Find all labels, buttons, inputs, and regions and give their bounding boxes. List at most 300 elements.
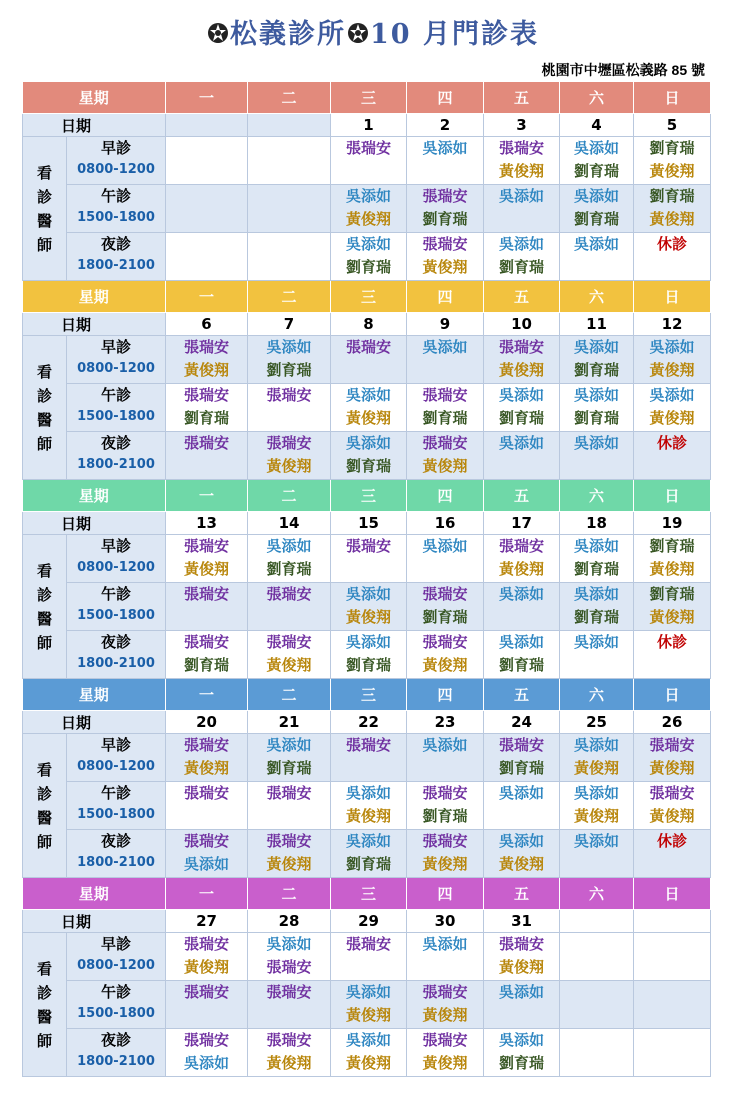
schedule-cell xyxy=(166,185,248,233)
weekday-label: 日 xyxy=(634,480,711,512)
doctor-name: 黃俊翔 xyxy=(422,258,468,276)
date-cell xyxy=(248,114,331,137)
doctor-name: 張瑞安 xyxy=(266,386,312,404)
doctor-name: 吳添如 xyxy=(574,386,620,404)
slot-row xyxy=(23,1029,711,1077)
date-cell: 11 xyxy=(560,313,634,336)
doctor-name: 張瑞安 xyxy=(422,832,468,850)
doctor-name: 劉育瑞 xyxy=(574,409,620,427)
slot-name: 午診 xyxy=(101,386,132,404)
weekday-label: 六 xyxy=(560,679,634,711)
doctor-name: 吳添如 xyxy=(574,585,620,603)
slot-time: 1500-1800 xyxy=(77,608,155,623)
date-row xyxy=(23,114,711,137)
date-cell: 16 xyxy=(407,512,484,535)
slot-time: 1500-1800 xyxy=(77,210,155,225)
schedule-cell xyxy=(248,535,331,583)
doctor-name: 張瑞安 xyxy=(422,1031,468,1049)
clinic-schedule-table xyxy=(22,81,711,1077)
date-label: 日期 xyxy=(23,711,166,734)
side-char: 醫 xyxy=(36,1007,52,1026)
weekday-label: 二 xyxy=(248,679,331,711)
schedule-cell xyxy=(560,583,634,631)
weekday-label: 六 xyxy=(560,480,634,512)
schedule-cell xyxy=(484,734,560,782)
doctor-name: 張瑞安 xyxy=(184,537,230,555)
side-char: 診 xyxy=(36,187,52,206)
schedule-cell xyxy=(248,185,331,233)
doctor-name: 劉育瑞 xyxy=(649,187,695,205)
schedule-cell xyxy=(560,1029,634,1077)
schedule-cell xyxy=(407,336,484,384)
slot-time: 1800-2100 xyxy=(77,1054,155,1069)
doctor-name: 吳添如 xyxy=(422,935,468,953)
doctor-name: 張瑞安 xyxy=(422,784,468,802)
schedule-cell xyxy=(166,233,248,281)
schedule-cell xyxy=(248,734,331,782)
doctor-name: 黃俊翔 xyxy=(649,162,695,180)
doctor-name: 黃俊翔 xyxy=(574,807,620,825)
weekday-label: 六 xyxy=(560,878,634,910)
doctor-name: 劉育瑞 xyxy=(574,162,620,180)
slot-label xyxy=(67,631,166,679)
doctor-name: 吳添如 xyxy=(499,633,545,651)
doctor-name: 黃俊翔 xyxy=(346,1054,392,1072)
schedule-cell xyxy=(248,137,331,185)
schedule-cell xyxy=(407,734,484,782)
doctor-name: 吳添如 xyxy=(184,855,230,873)
doctor-name: 張瑞安 xyxy=(184,935,230,953)
schedule-cell xyxy=(560,830,634,878)
doctor-name: 張瑞安 xyxy=(649,736,695,754)
weekday-label: 四 xyxy=(407,480,484,512)
doctor-name: 黃俊翔 xyxy=(649,210,695,228)
schedule-cell xyxy=(484,233,560,281)
weekday-label: 五 xyxy=(484,82,560,114)
week-header-row xyxy=(23,679,711,711)
doctor-name: 吳添如 xyxy=(499,235,545,253)
weekday-label: 二 xyxy=(248,878,331,910)
schedule-cell xyxy=(248,981,331,1029)
doctor-name: 黃俊翔 xyxy=(649,409,695,427)
weekday-label: 一 xyxy=(166,878,248,910)
slot-name: 夜診 xyxy=(101,434,132,452)
slot-label xyxy=(67,185,166,233)
slot-time: 1800-2100 xyxy=(77,656,155,671)
schedule-cell xyxy=(407,137,484,185)
doctor-name: 吳添如 xyxy=(422,338,468,356)
schedule-cell xyxy=(560,336,634,384)
doctor-name: 張瑞安 xyxy=(422,187,468,205)
side-char: 看 xyxy=(36,760,52,779)
doctor-name: 吳添如 xyxy=(422,537,468,555)
doctor-name: 黃俊翔 xyxy=(422,1054,468,1072)
schedule-cell xyxy=(248,782,331,830)
date-cell: 5 xyxy=(634,114,711,137)
doctor-name: 劉育瑞 xyxy=(266,560,312,578)
weekday-label: 一 xyxy=(166,281,248,313)
date-cell: 3 xyxy=(484,114,560,137)
weekday-label: 二 xyxy=(248,82,331,114)
schedule-cell xyxy=(634,830,711,878)
weekday-label: 二 xyxy=(248,480,331,512)
slot-name: 午診 xyxy=(101,585,132,603)
doctor-name: 張瑞安 xyxy=(266,983,312,1001)
date-cell: 20 xyxy=(166,711,248,734)
doctor-name: 吳添如 xyxy=(346,187,392,205)
schedule-cell xyxy=(484,137,560,185)
doctor-name: 劉育瑞 xyxy=(499,258,545,276)
doctor-name: 吳添如 xyxy=(574,784,620,802)
schedule-cell xyxy=(560,137,634,185)
schedule-cell xyxy=(166,432,248,480)
week-header-row xyxy=(23,82,711,114)
schedule-cell xyxy=(634,583,711,631)
doctor-name: 黃俊翔 xyxy=(499,560,545,578)
schedule-cell xyxy=(560,535,634,583)
schedule-cell xyxy=(484,185,560,233)
doctor-name: 張瑞安 xyxy=(266,633,312,651)
doctor-name: 吳添如 xyxy=(346,784,392,802)
weekday-label: 三 xyxy=(331,878,407,910)
doctor-name: 休診 xyxy=(657,434,688,452)
schedule-cell xyxy=(560,734,634,782)
schedule-cell xyxy=(560,631,634,679)
week-label: 星期 xyxy=(23,281,166,313)
slot-time: 1800-2100 xyxy=(77,258,155,273)
slot-label xyxy=(67,384,166,432)
date-cell: 28 xyxy=(248,910,331,933)
schedule-cell xyxy=(166,137,248,185)
doctor-name: 張瑞安 xyxy=(499,537,545,555)
schedule-cell xyxy=(634,535,711,583)
weekday-label: 四 xyxy=(407,878,484,910)
side-char: 師 xyxy=(36,235,52,254)
schedule-cell xyxy=(166,583,248,631)
schedule-cell xyxy=(166,535,248,583)
date-cell: 9 xyxy=(407,313,484,336)
weekday-label: 六 xyxy=(560,281,634,313)
doctor-name: 黃俊翔 xyxy=(649,759,695,777)
schedule-cell xyxy=(560,981,634,1029)
side-char: 醫 xyxy=(36,609,52,628)
clinic-emblem-icon xyxy=(346,21,370,45)
slot-time: 0800-1200 xyxy=(77,958,155,973)
doctor-name: 吳添如 xyxy=(499,1031,545,1049)
slot-name: 早診 xyxy=(101,736,132,754)
schedule-cell xyxy=(166,631,248,679)
schedule-cell xyxy=(248,631,331,679)
doctor-name: 張瑞安 xyxy=(184,832,230,850)
doctor-name: 張瑞安 xyxy=(422,585,468,603)
slot-name: 夜診 xyxy=(101,1031,132,1049)
schedule-cell xyxy=(484,933,560,981)
slot-row xyxy=(23,583,711,631)
page-title xyxy=(0,12,745,52)
slot-label xyxy=(67,933,166,981)
doctors-side-label xyxy=(23,734,67,878)
slot-time: 0800-1200 xyxy=(77,361,155,376)
doctor-name: 黃俊翔 xyxy=(574,759,620,777)
side-char: 師 xyxy=(36,832,52,851)
doctor-name: 劉育瑞 xyxy=(422,807,468,825)
doctor-name: 劉育瑞 xyxy=(266,361,312,379)
date-cell: 13 xyxy=(166,512,248,535)
slot-name: 早診 xyxy=(101,338,132,356)
doctor-name: 張瑞安 xyxy=(499,935,545,953)
schedule-cell xyxy=(331,933,407,981)
doctor-name: 劉育瑞 xyxy=(184,409,230,427)
doctor-name: 黃俊翔 xyxy=(649,361,695,379)
date-cell: 24 xyxy=(484,711,560,734)
slot-row xyxy=(23,384,711,432)
schedule-cell xyxy=(484,384,560,432)
schedule-cell xyxy=(634,782,711,830)
date-row xyxy=(23,313,711,336)
doctor-name: 吳添如 xyxy=(499,187,545,205)
date-label: 日期 xyxy=(23,910,166,933)
doctor-name: 黃俊翔 xyxy=(649,560,695,578)
doctor-name: 吳添如 xyxy=(266,736,312,754)
doctor-name: 張瑞安 xyxy=(346,338,392,356)
date-cell: 23 xyxy=(407,711,484,734)
slot-row xyxy=(23,631,711,679)
schedule-cell xyxy=(407,830,484,878)
schedule-cell xyxy=(166,830,248,878)
doctor-name: 吳添如 xyxy=(346,983,392,1001)
weekday-label: 五 xyxy=(484,281,560,313)
schedule-cell xyxy=(560,933,634,981)
doctor-name: 劉育瑞 xyxy=(649,139,695,157)
schedule-cell xyxy=(484,782,560,830)
slot-row xyxy=(23,336,711,384)
slot-name: 早診 xyxy=(101,139,132,157)
slot-label xyxy=(67,583,166,631)
doctor-name: 吳添如 xyxy=(346,434,392,452)
doctor-name: 張瑞安 xyxy=(266,585,312,603)
schedule-cell xyxy=(407,631,484,679)
doctor-name: 劉育瑞 xyxy=(499,409,545,427)
doctor-name: 吳添如 xyxy=(346,386,392,404)
schedule-cell xyxy=(166,933,248,981)
date-cell: 19 xyxy=(634,512,711,535)
doctor-name: 黃俊翔 xyxy=(346,409,392,427)
weekday-label: 四 xyxy=(407,281,484,313)
schedule-cell xyxy=(166,981,248,1029)
doctor-name: 劉育瑞 xyxy=(649,585,695,603)
date-row xyxy=(23,711,711,734)
weekday-label: 五 xyxy=(484,878,560,910)
week-label: 星期 xyxy=(23,878,166,910)
doctor-name: 吳添如 xyxy=(266,935,312,953)
week-header-row xyxy=(23,878,711,910)
weekday-label: 日 xyxy=(634,82,711,114)
slot-time: 1800-2100 xyxy=(77,457,155,472)
schedule-cell xyxy=(248,384,331,432)
schedule-cell xyxy=(484,981,560,1029)
doctor-name: 劉育瑞 xyxy=(346,258,392,276)
doctor-name: 休診 xyxy=(657,832,688,850)
doctor-name: 吳添如 xyxy=(574,736,620,754)
doctor-name: 劉育瑞 xyxy=(499,656,545,674)
doctor-name: 張瑞安 xyxy=(499,139,545,157)
doctor-name: 劉育瑞 xyxy=(574,210,620,228)
schedule-cell xyxy=(331,782,407,830)
week-label: 星期 xyxy=(23,480,166,512)
schedule-cell xyxy=(331,981,407,1029)
slot-name: 午診 xyxy=(101,983,132,1001)
title-clinic-name: 松義診所 xyxy=(230,19,346,50)
doctor-name: 吳添如 xyxy=(574,832,620,850)
slot-name: 夜診 xyxy=(101,832,132,850)
doctor-name: 張瑞安 xyxy=(346,935,392,953)
doctor-name: 吳添如 xyxy=(499,585,545,603)
slot-name: 午診 xyxy=(101,187,132,205)
schedule-cell xyxy=(484,830,560,878)
date-cell: 29 xyxy=(331,910,407,933)
weekday-label: 四 xyxy=(407,679,484,711)
doctor-name: 黃俊翔 xyxy=(422,1006,468,1024)
doctor-name: 劉育瑞 xyxy=(422,210,468,228)
doctor-name: 吳添如 xyxy=(574,537,620,555)
doctor-name: 張瑞安 xyxy=(346,139,392,157)
schedule-cell xyxy=(331,336,407,384)
side-char: 醫 xyxy=(36,211,52,230)
slot-time: 1800-2100 xyxy=(77,855,155,870)
schedule-cell xyxy=(634,233,711,281)
date-label: 日期 xyxy=(23,313,166,336)
schedule-cell xyxy=(407,535,484,583)
doctor-name: 黃俊翔 xyxy=(266,656,312,674)
slot-label xyxy=(67,782,166,830)
schedule-cell xyxy=(248,933,331,981)
side-char: 看 xyxy=(36,561,52,580)
doctor-name: 張瑞安 xyxy=(266,832,312,850)
date-cell: 7 xyxy=(248,313,331,336)
doctor-name: 黃俊翔 xyxy=(184,958,230,976)
doctor-name: 休診 xyxy=(657,633,688,651)
schedule-cell xyxy=(331,432,407,480)
doctor-name: 劉育瑞 xyxy=(574,361,620,379)
doctor-name: 吳添如 xyxy=(422,139,468,157)
schedule-cell xyxy=(560,432,634,480)
schedule-cell xyxy=(634,734,711,782)
slot-row xyxy=(23,185,711,233)
side-char: 師 xyxy=(36,633,52,652)
date-cell xyxy=(560,910,634,933)
doctor-name: 休診 xyxy=(657,235,688,253)
schedule-cell xyxy=(407,185,484,233)
week-header-row xyxy=(23,480,711,512)
schedule-cell xyxy=(407,384,484,432)
doctor-name: 吳添如 xyxy=(499,434,545,452)
doctor-name: 黃俊翔 xyxy=(184,560,230,578)
doctor-name: 張瑞安 xyxy=(266,434,312,452)
doctor-name: 黃俊翔 xyxy=(346,1006,392,1024)
schedule-cell xyxy=(248,336,331,384)
schedule-cell xyxy=(331,137,407,185)
weekday-label: 日 xyxy=(634,878,711,910)
schedule-cell xyxy=(634,631,711,679)
doctor-name: 黃俊翔 xyxy=(649,807,695,825)
doctors-side-label xyxy=(23,535,67,679)
doctor-name: 黃俊翔 xyxy=(499,162,545,180)
doctor-name: 張瑞安 xyxy=(499,736,545,754)
slot-row xyxy=(23,830,711,878)
doctor-name: 吳添如 xyxy=(574,338,620,356)
schedule-cell xyxy=(484,336,560,384)
doctor-name: 張瑞安 xyxy=(184,434,230,452)
schedule-cell xyxy=(634,1029,711,1077)
schedule-cell xyxy=(331,734,407,782)
schedule-cell xyxy=(634,384,711,432)
doctor-name: 黃俊翔 xyxy=(422,457,468,475)
doctor-name: 吳添如 xyxy=(499,983,545,1001)
slot-time: 0800-1200 xyxy=(77,759,155,774)
slot-label xyxy=(67,981,166,1029)
doctor-name: 劉育瑞 xyxy=(422,409,468,427)
doctor-name: 張瑞安 xyxy=(422,434,468,452)
weekday-label: 日 xyxy=(634,281,711,313)
slot-row xyxy=(23,981,711,1029)
doctor-name: 吳添如 xyxy=(346,832,392,850)
weekday-label: 一 xyxy=(166,480,248,512)
slot-row xyxy=(23,782,711,830)
side-char: 看 xyxy=(36,362,52,381)
date-cell: 8 xyxy=(331,313,407,336)
date-cell: 10 xyxy=(484,313,560,336)
doctor-name: 吳添如 xyxy=(346,585,392,603)
schedule-cell xyxy=(331,185,407,233)
slot-row xyxy=(23,933,711,981)
weekday-label: 三 xyxy=(331,679,407,711)
slot-row xyxy=(23,137,711,185)
doctors-side-label xyxy=(23,933,67,1077)
slot-label xyxy=(67,1029,166,1077)
schedule-cell xyxy=(331,631,407,679)
schedule-cell xyxy=(248,233,331,281)
doctor-name: 吳添如 xyxy=(346,1031,392,1049)
slot-name: 夜診 xyxy=(101,633,132,651)
schedule-cell xyxy=(634,432,711,480)
schedule-cell xyxy=(484,432,560,480)
doctor-name: 吳添如 xyxy=(184,1054,230,1072)
doctor-name: 黃俊翔 xyxy=(346,210,392,228)
doctor-name: 黃俊翔 xyxy=(184,759,230,777)
date-cell: 18 xyxy=(560,512,634,535)
doctor-name: 劉育瑞 xyxy=(346,457,392,475)
doctor-name: 張瑞安 xyxy=(499,338,545,356)
schedule-cell xyxy=(248,432,331,480)
side-char: 醫 xyxy=(36,410,52,429)
doctor-name: 張瑞安 xyxy=(422,386,468,404)
schedule-cell xyxy=(248,1029,331,1077)
date-cell: 15 xyxy=(331,512,407,535)
doctor-name: 吳添如 xyxy=(649,338,695,356)
date-cell: 14 xyxy=(248,512,331,535)
doctor-name: 黃俊翔 xyxy=(266,1054,312,1072)
date-cell: 6 xyxy=(166,313,248,336)
date-cell: 12 xyxy=(634,313,711,336)
slot-time: 0800-1200 xyxy=(77,560,155,575)
schedule-cell xyxy=(248,583,331,631)
doctor-name: 張瑞安 xyxy=(184,338,230,356)
doctor-name: 張瑞安 xyxy=(184,784,230,802)
schedule-cell xyxy=(560,384,634,432)
doctor-name: 吳添如 xyxy=(574,139,620,157)
date-cell: 22 xyxy=(331,711,407,734)
doctor-name: 張瑞安 xyxy=(184,1031,230,1049)
